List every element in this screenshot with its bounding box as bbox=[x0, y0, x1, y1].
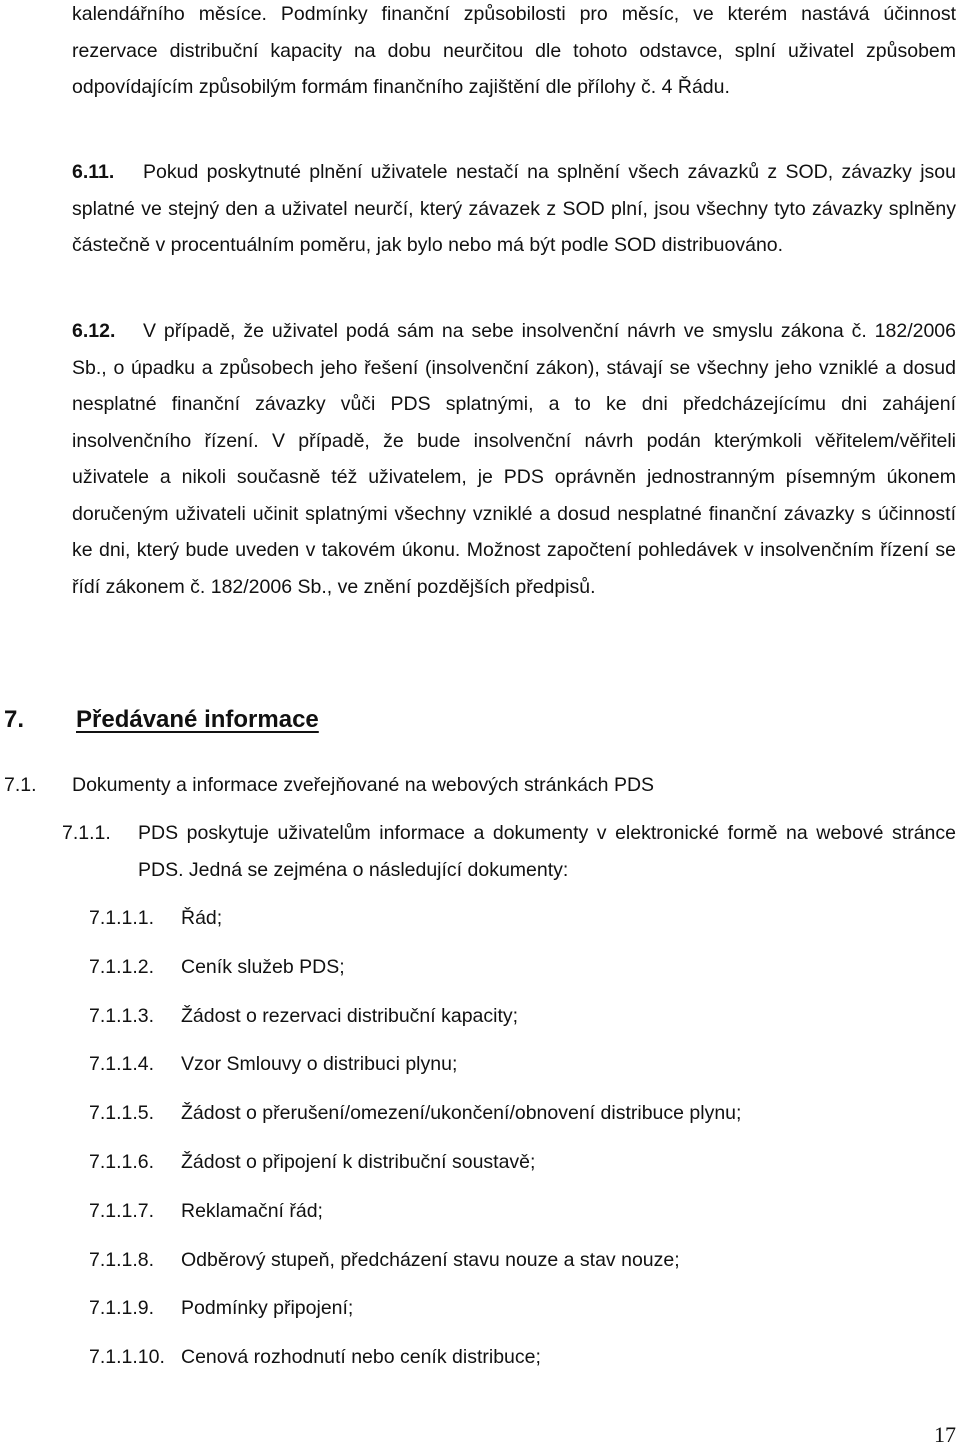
page-number: 17 bbox=[934, 1422, 956, 1447]
list-item-number: 7.1.1.2. bbox=[89, 956, 155, 978]
list-item-number: 7.1.1.10. bbox=[89, 1346, 165, 1368]
subsection-7-1-title: Dokumenty a informace zveřejňované na webových stránkách PDS bbox=[72, 774, 655, 796]
list-item-number: 7.1.1.9. bbox=[89, 1297, 155, 1319]
list-item-number: 7.1.1.5. bbox=[89, 1102, 155, 1124]
list-item-text: Vzor Smlouvy o distribuci plynu; bbox=[181, 1053, 458, 1075]
list-item-text: Odběrový stupeň, předcházení stavu nouze a stav nouze; bbox=[181, 1249, 680, 1271]
section-number-6-11: 6.11. bbox=[72, 161, 115, 183]
list-item-text: Žádost o rezervaci distribuční kapacity; bbox=[181, 1005, 519, 1027]
list-item-number: 7.1.1.3. bbox=[89, 1005, 155, 1027]
paragraph-6-11: Pokud poskytnuté plnění uživatele nestačí na splnění všech závazků z SOD, závazky jsou splatné ve stejný den a uživatel neurčí, který závazek z SOD plní, jsou všechny tyto závazky splněny částečně v procentuálním poměru, jak bylo nebo má být podle SOD distribuováno. bbox=[72, 161, 956, 256]
section-7-title: Předávané informace bbox=[76, 706, 319, 733]
list-item-text: Cenová rozhodnutí nebo ceník distribuce; bbox=[181, 1346, 541, 1368]
item-7-1-1-text: PDS poskytuje uživatelům informace a dokumenty v elektronické formě na webové stránce PDS. Jedná se zejména o následující dokumenty: bbox=[138, 822, 956, 881]
list-item-number: 7.1.1.1. bbox=[89, 907, 155, 929]
list-item-number: 7.1.1.8. bbox=[89, 1249, 155, 1271]
item-7-1-1-number: 7.1.1. bbox=[62, 822, 111, 844]
list-item-number: 7.1.1.6. bbox=[89, 1151, 155, 1173]
section-number-6-12: 6.12. bbox=[72, 320, 116, 342]
list-item-text: Reklamační řád; bbox=[181, 1200, 323, 1222]
list-item-text: Řád; bbox=[181, 907, 223, 929]
subsection-7-1-number: 7.1. bbox=[4, 774, 37, 796]
list-item-number: 7.1.1.4. bbox=[89, 1053, 155, 1075]
list-item-text: Žádost o připojení k distribuční soustavě; bbox=[181, 1151, 536, 1173]
list-item-text: Žádost o přerušení/omezení/ukončení/obnovení distribuce plynu; bbox=[181, 1102, 742, 1124]
list-item-text: Podmínky připojení; bbox=[181, 1297, 354, 1319]
section-7-number: 7. bbox=[4, 706, 25, 733]
list-item-number: 7.1.1.7. bbox=[89, 1200, 155, 1222]
list-item-text: Ceník služeb PDS; bbox=[181, 956, 345, 978]
paragraph-6-12: V případě, že uživatel podá sám na sebe insolvenční návrh ve smyslu zákona č. 182/2006 Sb., o úpadku a způsobech jeho řešení (insolvenční zákon), stávají se všechny jeho vzniklé a dosud nesplatné finanční závazky vůči PDS splatnými, a to ke dni předcházejícímu dni zahájení insolvenčního řízení. V případě, že bude insolvenční návrh podán kterýmkoli věřitelem/věřiteli uživatele a nikoli současně též uživatelem, je PDS oprávněn jednostranným písemným úkonem doručeným uživateli učinit splatnými všechny vzniklé a dosud nesplatné finanční závazky s účinností ke dni, který bude uveden v takovém úkonu. Možnost započtení pohledávek v insolvenčním řízení se řídí zákonem č. 182/2006 Sb., ve znění pozdějších předpisů. bbox=[72, 320, 956, 598]
paragraph-continuation: kalendářního měsíce. Podmínky finanční způsobilosti pro měsíc, ve kterém nastává účinnost rezervace distribuční kapacity na dobu neurčitou dle tohoto odstavce, splní uživatel způsobem odpovídajícím způsobilým formám finančního zajištění dle přílohy č. 4 Řádu. bbox=[72, 3, 956, 98]
